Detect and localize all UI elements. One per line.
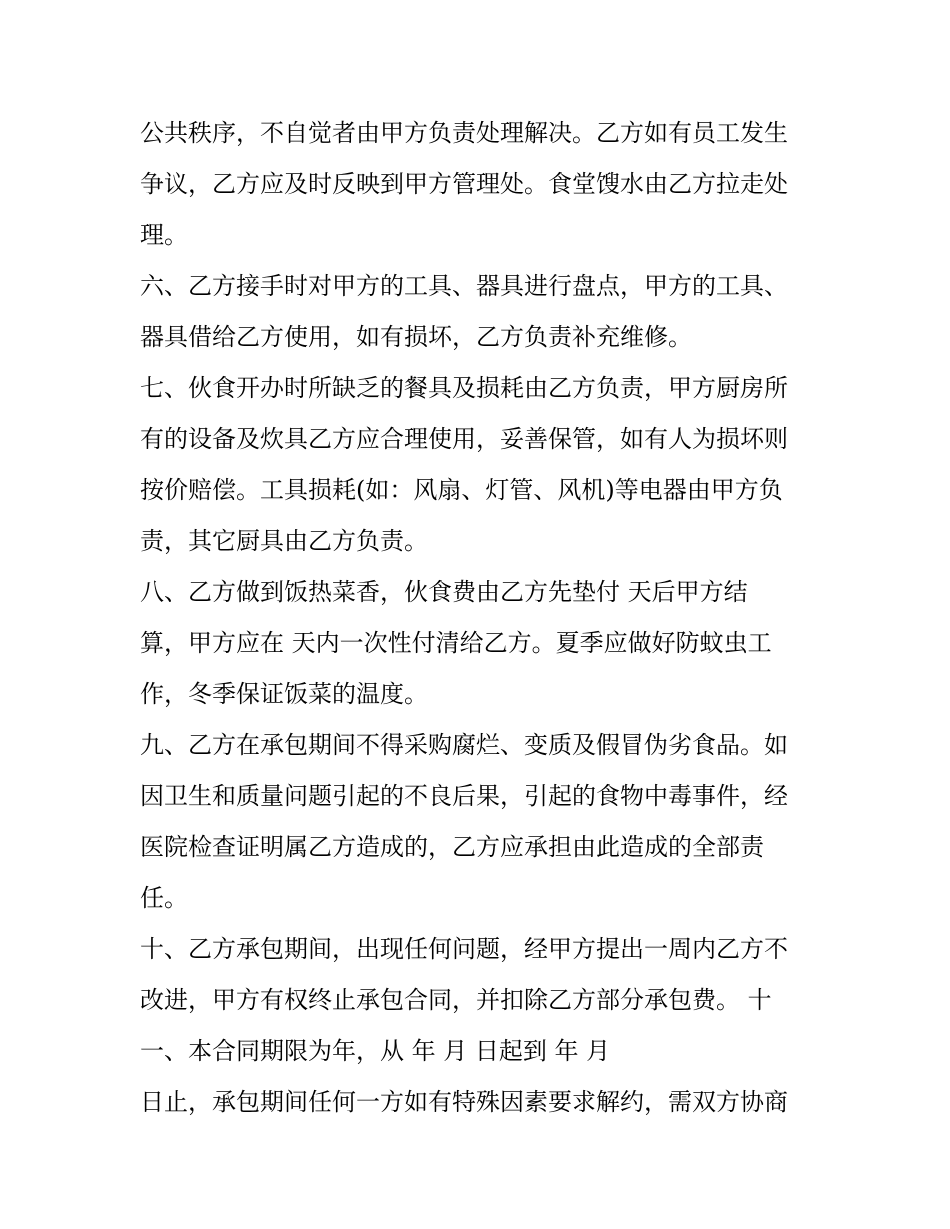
text-line: 争议，乙方应及时反映到甲方管理处。食堂馊水由乙方拉走处 — [140, 170, 788, 198]
text-line: 九、乙方在承包期间不得采购腐烂、变质及假冒伪劣食品。如 — [140, 731, 788, 759]
text-line: 任。 — [140, 884, 188, 912]
text-line: 改进，甲方有权终止承包合同，并扣除乙方部分承包费。 十 — [140, 986, 772, 1014]
contract-body-text — [140, 108, 830, 1128]
text-line: 作，冬季保证饭菜的温度。 — [140, 680, 428, 708]
text-line: 理。 — [140, 221, 188, 249]
text-line: 责，其它厨具由乙方负责。 — [140, 527, 428, 555]
text-line: 公共秩序，不自觉者由甲方负责处理解决。乙方如有员工发生 — [140, 119, 788, 147]
text-line: 有的设备及炊具乙方应合理使用，妥善保管，如有人为损坏则 — [140, 425, 788, 453]
text-line: 七、伙食开办时所缺乏的餐具及损耗由乙方负责，甲方厨房所 — [140, 374, 788, 402]
text-line: 医院检查证明属乙方造成的，乙方应承担由此造成的全部责 — [140, 833, 764, 861]
text-line: 因卫生和质量问题引起的不良后果，引起的食物中毒事件，经 — [140, 782, 788, 810]
text-line: 八、乙方做到饭热菜香，伙食费由乙方先垫付 天后甲方结 — [140, 578, 748, 606]
text-line: 器具借给乙方使用，如有损坏，乙方负责补充维修。 — [140, 323, 692, 351]
text-line: 六、乙方接手时对甲方的工具、器具进行盘点，甲方的工具、 — [140, 272, 788, 300]
text-line: 算，甲方应在 天内一次性付清给乙方。夏季应做好防蚊虫工 — [140, 629, 772, 657]
text-line: 日止，承包期间任何一方如有特殊因素要求解约，需双方协商 — [140, 1088, 788, 1116]
text-line: 十、乙方承包期间，出现任何问题，经甲方提出一周内乙方不 — [140, 935, 788, 963]
text-line: 一、本合同期限为年，从 年 月 日起到 年 月 — [140, 1037, 611, 1065]
text-line: 按价赔偿。工具损耗(如：风扇、灯管、风机)等电器由甲方负 — [140, 476, 783, 504]
